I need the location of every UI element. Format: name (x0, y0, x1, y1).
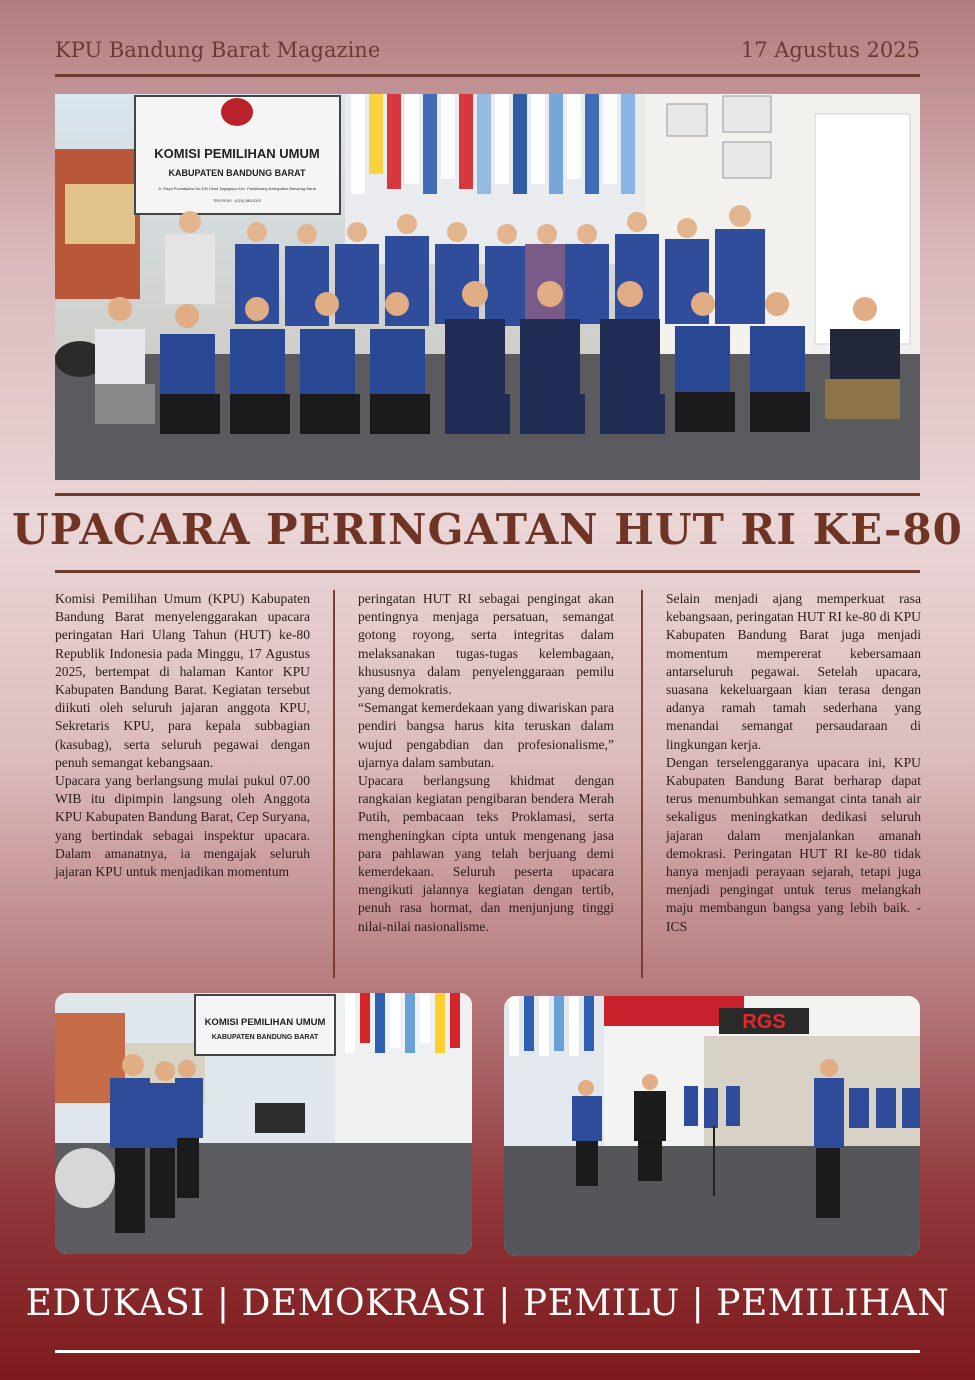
main-group-photo (55, 94, 920, 480)
title-rule-top (55, 493, 920, 496)
article-column-3 (666, 590, 921, 936)
footer-rule (55, 1350, 920, 1353)
header-rule (55, 74, 920, 77)
col3-paragraph-1: Selain menjadi ajang memperkuat rasa kebangsaan, peringatan HUT RI ke-80 di KPU Kabupaten Bandung Barat juga menjadi momentum mempererat kebersamaan antarseluruh pegawai. Setelah upacara, suasana kekeluargaan kian terasa dengan adanya ramah tamah sederhana yang menandai semangat persaudaraan di lingkungan kerja. (666, 591, 921, 752)
article-column-2 (358, 590, 614, 936)
col3-paragraph-2: Dengan terselenggaranya upacara ini, KPU Kabupaten Bandung Barat berharap dapat terus menumbuhkan semangat cinta tanah air sekaligus meningkatkan dedikasi seluruh jajaran dalam menjalankan amanah demokrasi. Peringatan HUT RI ke-80 tidak hanya menjadi perayaan sejarah, tetapi juga menjadi pengingat untuk terus melangkah maju membangun bangsa yang lebih baik. - ICS (666, 754, 921, 934)
col1-paragraph-2: Upacara yang berlangsung mulai pukul 07.00 WIB itu dipimpin langsung oleh Anggota KPU Kabupaten Bandung Barat, Cep Suryana, yang bertindak sebagai inspektur upacara. Dalam amanatnya, ia mengajak seluruh jajaran KPU untuk menjadikan momentum (55, 773, 310, 880)
sign-line2: KABUPATEN BANDUNG BARAT (168, 168, 306, 178)
col2-paragraph-1: peringatan HUT RI sebagai pengingat akan pentingnya menjaga persatuan, semangat gotong royong, serta integritas dalam melaksanakan tugas-tugas kelembagaan, khususnya dalam penyelenggaraan pemilu yang demokratis. (358, 591, 614, 698)
magazine-name: KPU Bandung Barat Magazine (55, 38, 381, 62)
bottom-right-photo (504, 996, 920, 1256)
sign-line3: Jl. Raya Purwakarta No.430 Desa Tagogapu Kec. Padalarang Kabupaten Bandung Barat (158, 186, 316, 191)
col1-paragraph-1: Komisi Pemilihan Umum (KPU) Kabupaten Bandung Barat menyelenggarakan upacara peringatan Hari Ulang Tahun (HUT) ke-80 Republik Indonesia pada Minggu, 17 Agustus 2025, bertempat di halaman Kantor KPU Kabupaten Bandung Barat. Kegiatan tersebut diikuti oleh seluruh jajaran anggota KPU, Sekretaris KPU, para kepala subbagian (kasubag), serta seluruh pegawai dengan penuh semangat kebangsaan. (55, 591, 310, 770)
col2-paragraph-3: Upacara berlangsung khidmat dengan rangkaian kegiatan pengibaran bendera Merah Putih, pembacaan teks Proklamasi, serta mengheningkan cipta untuk mengenang jasa para pahlawan yang telah berjuang demi kemerdekaan. Seluruh peserta upacara mengikuti jalannya kegiatan dengan tertib, penuh rasa hormat, dan menjunjung tinggi nilai-nilai nasionalisme. (358, 773, 614, 934)
col2-paragraph-2: “Semangat kemerdekaan yang diwariskan para pendiri bangsa harus kita teruskan dalam wujud pengabdian dan profesionalisme,” ujarnya dalam sambutan. (358, 700, 614, 770)
sign-line4: TELP/FAX : (022) 6812010 (212, 198, 262, 203)
footer-tagline: EDUKASI | DEMOKRASI | PEMILU | PEMILIHAN (25, 1283, 950, 1324)
article-title: UPACARA PERINGATAN HUT RI KE-80 (12, 505, 963, 554)
article-column-1 (55, 590, 310, 881)
bl-sign-line2: KABUPATEN BANDUNG BARAT (211, 1034, 319, 1041)
bottom-left-photo (55, 993, 472, 1254)
title-rule-bottom (55, 570, 920, 573)
sign-line1: KOMISI PEMILIHAN UMUM (154, 146, 320, 161)
bl-sign-line1: KOMISI PEMILIHAN UMUM (204, 1017, 326, 1028)
column-divider-2 (641, 590, 643, 978)
column-divider-1 (333, 590, 335, 978)
br-sign: RGS (742, 1011, 786, 1033)
issue-date: 17 Agustus 2025 (740, 38, 920, 62)
